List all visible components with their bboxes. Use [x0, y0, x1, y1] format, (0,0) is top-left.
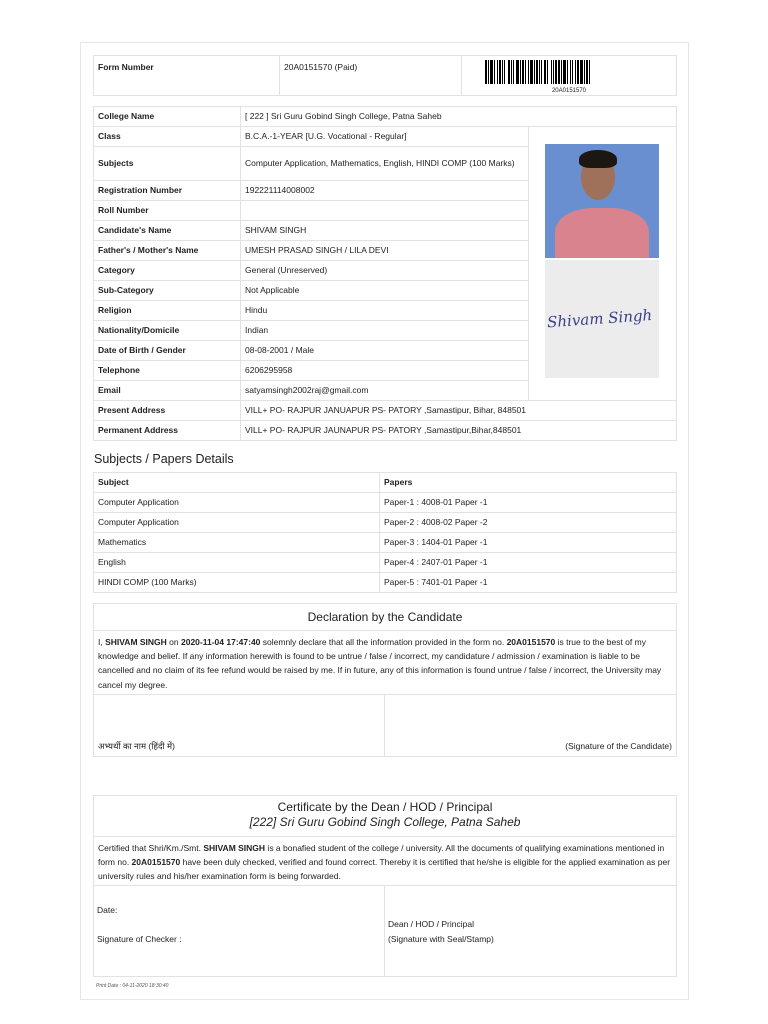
- certificate-signature-area: [94, 886, 676, 976]
- barcode: [462, 56, 677, 96]
- photo-cell: [529, 127, 677, 401]
- certificate-text: Certified that Shri/Km./Smt. SHIVAM SINGH is a bonafied student of the college / university. All the documents of qualifying examinations mentioned in form no. 20A0151570 have been duly checked, verified and found correct. Thereby it is certified that he/she is eligible for the applied examination as per university rules and his/her examination form is being forwarded.: [94, 837, 676, 886]
- info-label: Nationality/Domicile: [94, 321, 241, 341]
- signature-scribble: [545, 298, 659, 338]
- info-value: Computer Application, Mathematics, English, HINDI COMP (100 Marks): [241, 147, 529, 181]
- info-label: Candidate's Name: [94, 221, 241, 241]
- paper-row: [94, 573, 677, 593]
- info-value: satyamsingh2002raj@gmail.com: [241, 381, 529, 401]
- papers-section-title: Subjects / Papers Details: [94, 452, 234, 466]
- date-label: Date:: [97, 905, 118, 915]
- exam-form-page: [80, 42, 689, 1000]
- student-info-table: [93, 106, 677, 441]
- seal-label: (Signature with Seal/Stamp): [388, 934, 494, 944]
- barcode-bars: [485, 60, 653, 84]
- info-label: Sub-Category: [94, 281, 241, 301]
- paper-row: [94, 513, 677, 533]
- certificate-college: [222] Sri Guru Gobind Singh College, Patna Saheb: [249, 815, 521, 829]
- paper-row: [94, 553, 677, 573]
- hindi-name-label: अभ्यर्थी का नाम (हिंदी में): [98, 741, 175, 751]
- info-value: VILL+ PO- RAJPUR JANUAPUR PS- PATORY ,Samastipur, Bihar, 848501: [241, 401, 677, 421]
- candidate-signature-image: [545, 260, 659, 378]
- info-label: Telephone: [94, 361, 241, 381]
- certificate-header: [94, 796, 676, 837]
- checker-signature-label: Signature of Checker :: [97, 934, 182, 944]
- info-value: 192221114008002: [241, 181, 529, 201]
- declaration-signature-area: [94, 695, 676, 756]
- papers-header-subject: Subject: [94, 473, 380, 493]
- info-label: Permanent Address: [94, 421, 241, 441]
- info-value: [241, 201, 529, 221]
- declaration-text: I, SHIVAM SINGH on 2020-11-04 17:47:40 solemnly declare that all the information provided in the form no. 20A0151570 is true to the best of my knowledge and belief. If any information herewith is found to be untrue / false / incorrect, my candidature / admission / examination is liable to be cancelled and no claim of its fee refund would be raised by me. If in future, any of this information is found untrue / false / incorrect, the University may cancel my degree.: [94, 631, 676, 695]
- certificate-form-no: 20A0151570: [131, 857, 181, 868]
- info-label: College Name: [94, 107, 241, 127]
- papers-header-papers: Papers: [380, 473, 677, 493]
- paper-subject: English: [94, 553, 380, 573]
- certificate-student-name: SHIVAM SINGH: [203, 843, 266, 853]
- paper-subject: Computer Application: [94, 493, 380, 513]
- declaration-candidate-name: SHIVAM SINGH: [105, 637, 167, 647]
- papers-table: [93, 472, 677, 593]
- paper-subject: HINDI COMP (100 Marks): [94, 573, 380, 593]
- paper-row: [94, 533, 677, 553]
- info-label: Email: [94, 381, 241, 401]
- info-row: [94, 107, 677, 127]
- info-label: Roll Number: [94, 201, 241, 221]
- dean-label: Dean / HOD / Principal: [388, 919, 474, 929]
- declaration-box: [93, 603, 677, 757]
- info-label: Subjects: [94, 147, 241, 181]
- barcode-text: 20A0151570: [551, 88, 587, 94]
- paper-code: Paper-1 : 4008-01 Paper -1: [380, 493, 677, 513]
- info-value: [ 222 ] Sri Guru Gobind Singh College, Patna Saheb: [241, 107, 677, 127]
- candidate-photo: [545, 144, 659, 258]
- certificate-box: [93, 795, 677, 977]
- certificate-title: Certificate by the Dean / HOD / Principal: [277, 800, 493, 814]
- info-value: VILL+ PO- RAJPUR JAUNAPUR PS- PATORY ,Samastipur,Bihar,848501: [241, 421, 677, 441]
- info-label: Father's / Mother's Name: [94, 241, 241, 261]
- info-value: Indian: [241, 321, 529, 341]
- info-value: UMESH PRASAD SINGH / LILA DEVI: [241, 241, 529, 261]
- paper-code: Paper-2 : 4008-02 Paper -2: [380, 513, 677, 533]
- info-value: 08-08-2001 / Male: [241, 341, 529, 361]
- paper-code: Paper-3 : 1404-01 Paper -1: [380, 533, 677, 553]
- paper-subject: Mathematics: [94, 533, 380, 553]
- info-value: 6206295958: [241, 361, 529, 381]
- paper-subject: Computer Application: [94, 513, 380, 533]
- paper-row: [94, 493, 677, 513]
- form-number-label: Form Number: [94, 56, 280, 96]
- info-label: Class: [94, 127, 241, 147]
- info-label: Registration Number: [94, 181, 241, 201]
- info-value: Hindu: [241, 301, 529, 321]
- info-value: B.C.A.-1-YEAR [U.G. Vocational - Regular]: [241, 127, 529, 147]
- info-label: Category: [94, 261, 241, 281]
- info-row: [94, 127, 677, 147]
- info-value: Not Applicable: [241, 281, 529, 301]
- declaration-title: Declaration by the Candidate: [94, 604, 676, 631]
- info-value: SHIVAM SINGH: [241, 221, 529, 241]
- info-label: Present Address: [94, 401, 241, 421]
- declaration-form-no: 20A0151570: [506, 637, 556, 647]
- form-number-value: 20A0151570 (Paid): [280, 56, 462, 96]
- candidate-signature-label: (Signature of the Candidate): [565, 741, 672, 751]
- form-number-table: [93, 55, 677, 96]
- info-label: Date of Birth / Gender: [94, 341, 241, 361]
- declaration-datetime: 2020-11-04 17:47:40: [181, 637, 261, 647]
- info-value: General (Unreserved): [241, 261, 529, 281]
- svg-text:Shivam Singh: Shivam Singh: [546, 306, 653, 332]
- info-label: Religion: [94, 301, 241, 321]
- paper-code: Paper-5 : 7401-01 Paper -1: [380, 573, 677, 593]
- info-row: [94, 421, 677, 441]
- print-date: Print Date : 04-11-2020 18:30:40: [96, 983, 169, 989]
- paper-code: Paper-4 : 2407-01 Paper -1: [380, 553, 677, 573]
- info-row: [94, 401, 677, 421]
